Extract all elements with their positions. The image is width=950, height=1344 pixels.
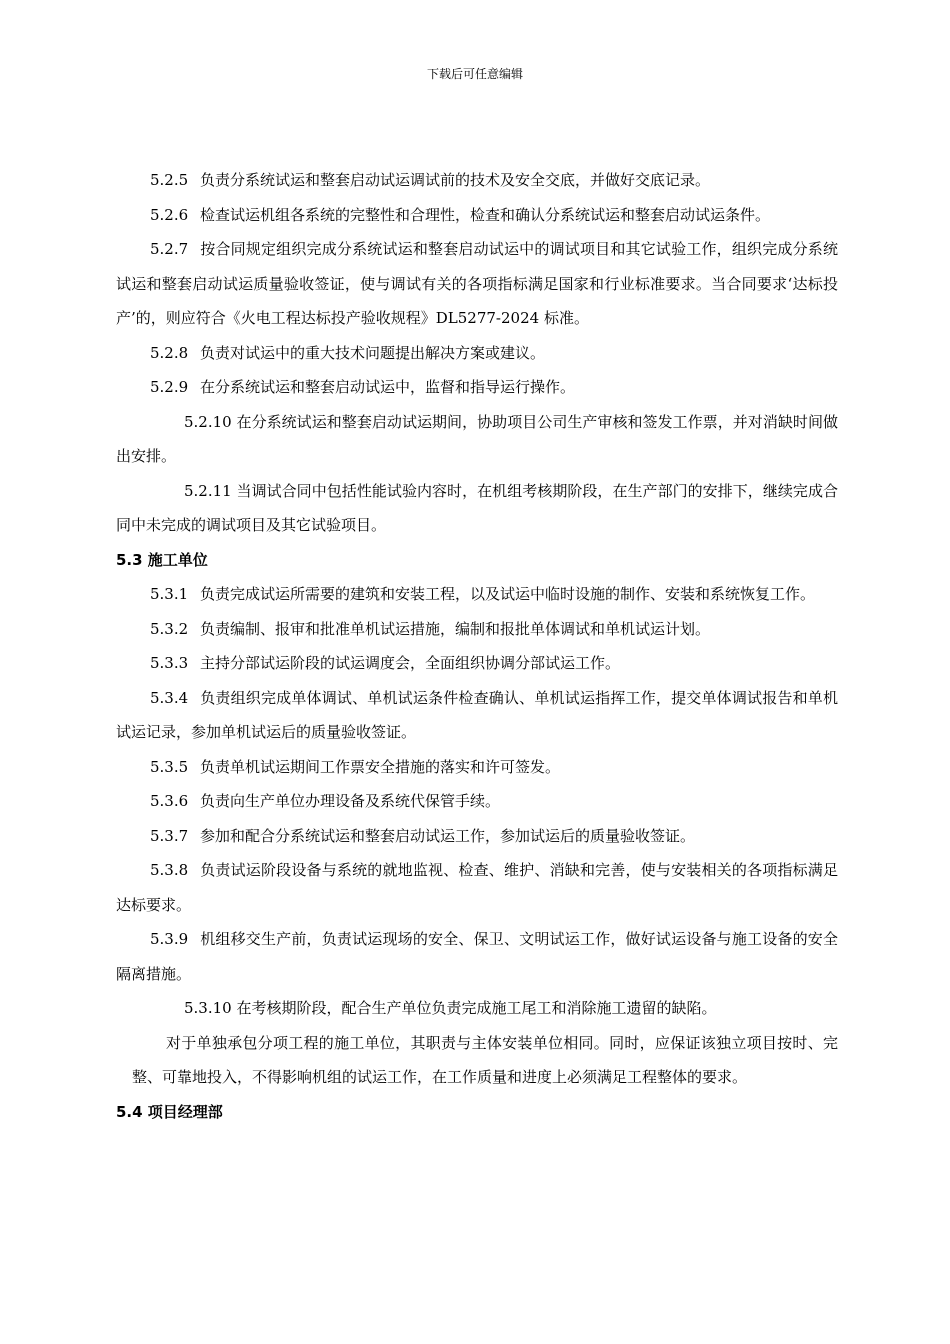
- clause-5-3-4: [116, 681, 838, 750]
- clause-text: 负责试运阶段设备与系统的就地监视、检查、维护、消缺和完善，使与安装相关的各项指标满足达标要求。: [116, 861, 838, 914]
- clause-text: 机组移交生产前，负责试运现场的安全、保卫、文明试运工作，做好试运设备与施工设备的安全隔离措施。: [116, 930, 838, 983]
- clause-number: 5.3.9: [150, 930, 189, 948]
- clause-number: 5.3.5: [150, 757, 189, 776]
- clause-number: 5.3.4: [150, 688, 189, 707]
- clause-text: 检查试运机组各系统的完整性和合理性，检查和确认分系统试运和整套启动试运条件。: [200, 205, 771, 224]
- clause-text: 当调试合同中包括性能试验内容时，在机组考核期阶段，在生产部门的安排下，继续完成合同中未完成的调试项目及其它试验项目。: [116, 481, 838, 534]
- clause-number: 5.3.2: [150, 619, 189, 638]
- clause-5-2-7: [116, 232, 838, 336]
- clause-number: 5.3.1: [150, 585, 189, 603]
- clause-text: 负责向生产单位办理设备及系统代保管手续。: [200, 792, 501, 810]
- clause-5-2-9: [116, 370, 838, 405]
- clause-number: 5.3.6: [150, 792, 189, 810]
- clause-5-3-9: [116, 922, 838, 991]
- page-header: 下载后可任意编辑: [426, 67, 523, 81]
- clause-text: 按合同规定组织完成分系统试运和整套启动试运中的调试项目和其它试验工作，组织完成分系统试运和整套启动试运质量验收签证，使与调试有关的各项指标满足国家和行业标准要求。当合同要求‘达标投产’的，则应符合《火电工程达标投产验收规程》DL5277-2024 标准。: [116, 240, 838, 327]
- clause-text: 参加和配合分系统试运和整套启动试运工作，参加试运后的质量验收签证。: [200, 826, 696, 845]
- clause-text: 负责完成试运所需要的建筑和安装工程，以及试运中临时设施的制作、安装和系统恢复工作。: [200, 585, 816, 603]
- clause-number: 5.2.6: [150, 205, 189, 224]
- clause-5-3-8: [116, 853, 838, 922]
- clause-5-3-5: [116, 750, 838, 785]
- clause-number: 5.2.8: [150, 343, 189, 362]
- clause-5-2-11: [116, 474, 838, 543]
- section-heading-5-4: 5.4 项目经理部: [116, 1102, 223, 1121]
- clause-number: 5.2.10: [184, 412, 232, 431]
- clause-number: 5.2.11: [184, 481, 232, 500]
- clause-number: 5.2.5: [150, 171, 189, 189]
- clause-text: 在分系统试运和整套启动试运期间，协助项目公司生产审核和签发工作票，并对消缺时间做出安排。: [116, 412, 838, 465]
- note-paragraph: 对于单独承包分项工程的施工单位，其职责与主体安装单位相同。同时，应保证该独立项目按时、完整、可靠地投入，不得影响机组的试运工作，在工作质量和进度上必须满足工程整体的要求。: [132, 1033, 838, 1086]
- clause-text: 在考核期阶段，配合生产单位负责完成施工尾工和消除施工遗留的缺陷。: [236, 999, 717, 1017]
- clause-5-2-6: [116, 198, 838, 233]
- clause-number: 5.3.8: [150, 861, 189, 879]
- clause-text: 主持分部试运阶段的试运调度会，全面组织协调分部试运工作。: [200, 654, 621, 672]
- clause-number: 5.3.7: [150, 826, 189, 845]
- clause-text: 负责组织完成单体调试、单机试运条件检查确认、单机试运指挥工作，提交单体调试报告和单机试运记录，参加单机试运后的质量验收签证。: [116, 688, 838, 741]
- clause-5-3-3: [116, 646, 838, 681]
- document-body: [116, 163, 838, 1129]
- clause-text: 负责对试运中的重大技术问题提出解决方案或建议。: [200, 343, 546, 362]
- clause-5-3-10: [116, 991, 838, 1026]
- clause-5-2-10: [116, 405, 838, 474]
- clause-5-2-5: [116, 163, 838, 198]
- clause-5-2-8: [116, 336, 838, 371]
- clause-text: 在分系统试运和整套启动试运中，监督和指导运行操作。: [200, 378, 576, 396]
- clause-text: 负责单机试运期间工作票安全措施的落实和许可签发。: [200, 757, 561, 776]
- clause-5-3-2: [116, 612, 838, 647]
- clause-number: 5.2.7: [150, 240, 189, 258]
- clause-text: 负责分系统试运和整套启动试运调试前的技术及安全交底，并做好交底记录。: [200, 171, 711, 189]
- clause-5-3-6: [116, 784, 838, 819]
- clause-number: 5.2.9: [150, 378, 189, 396]
- clause-5-3-7: [116, 819, 838, 854]
- section-heading-5-3: 5.3 施工单位: [116, 550, 208, 569]
- clause-number: 5.3.3: [150, 654, 189, 672]
- clause-text: 负责编制、报审和批准单机试运措施，编制和报批单体调试和单机试运计划。: [200, 619, 711, 638]
- clause-number: 5.3.10: [184, 999, 232, 1017]
- clause-5-3-1: [116, 577, 838, 612]
